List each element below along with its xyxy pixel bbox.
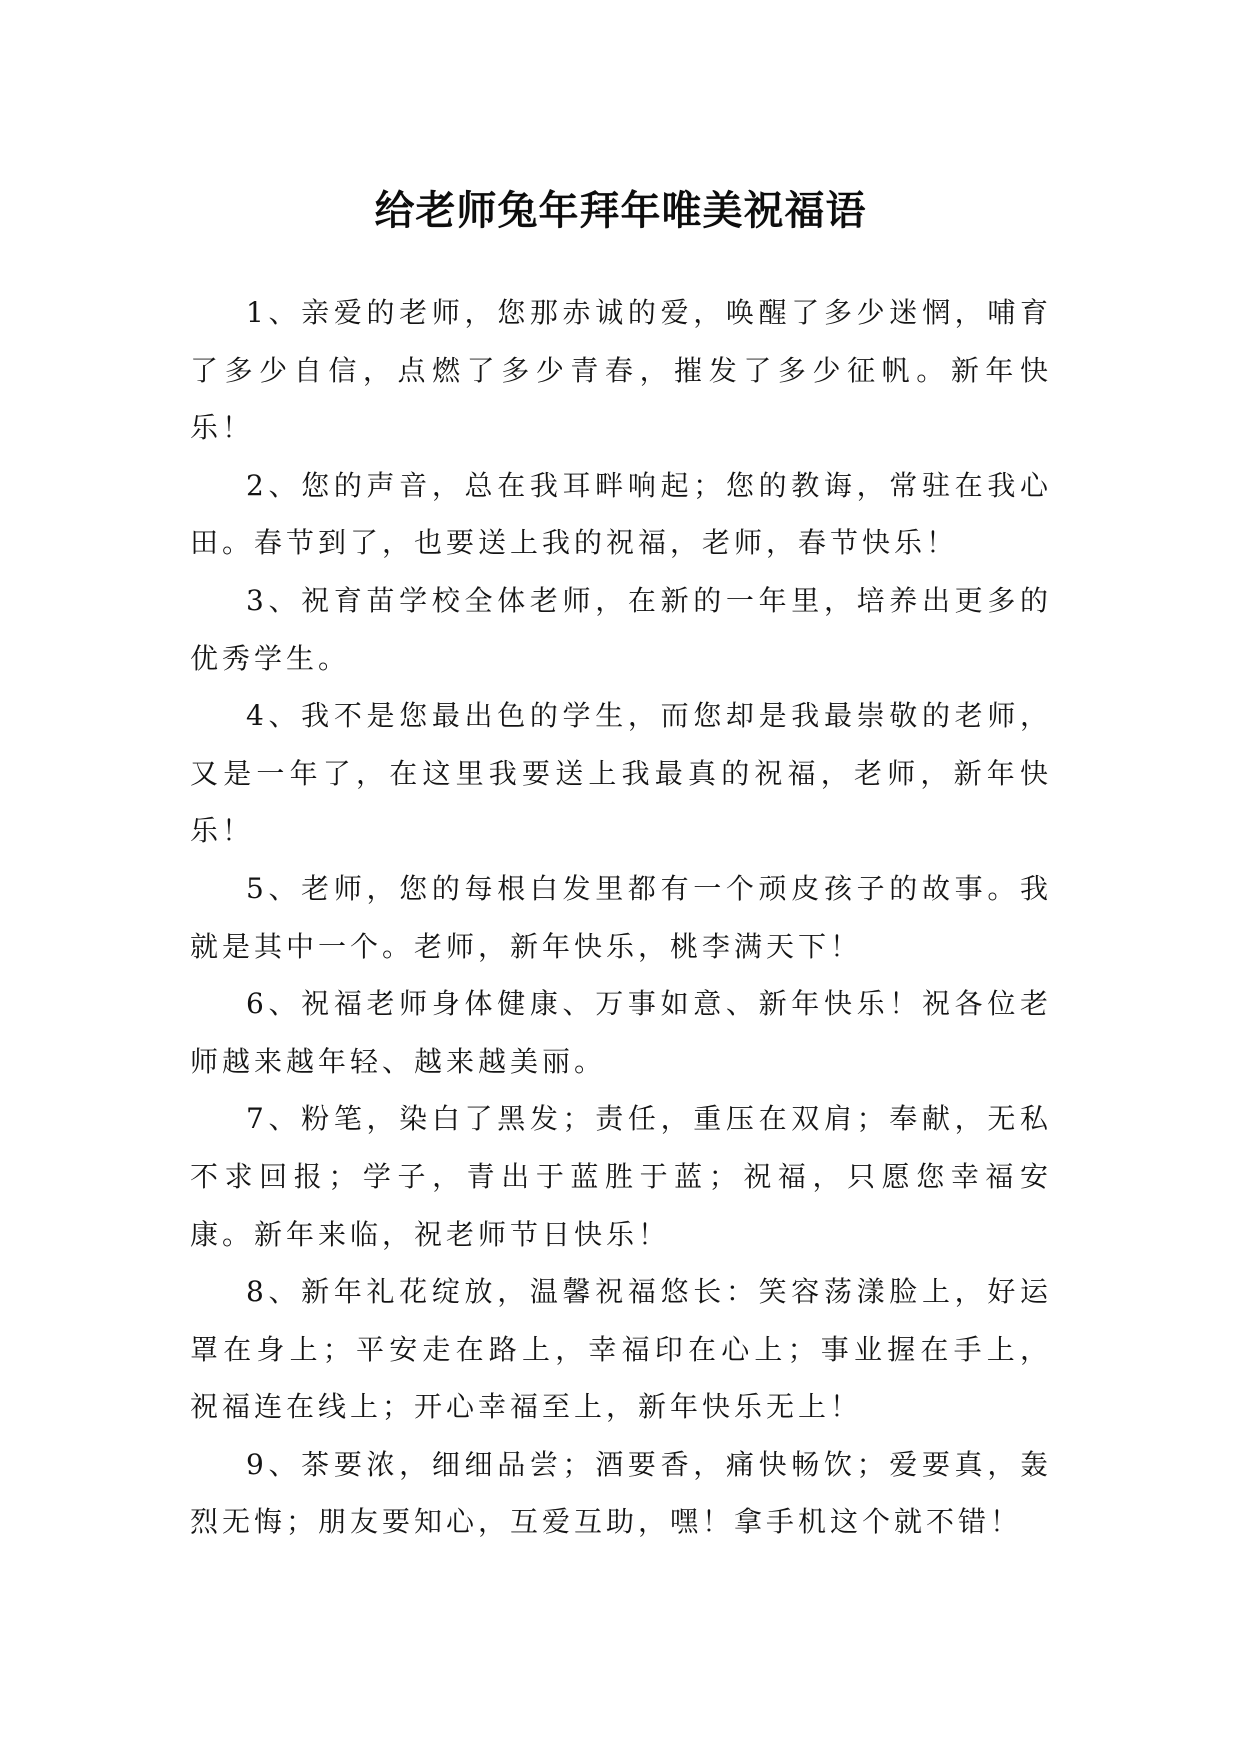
paragraph-7: 7、粉笔，染白了黑发；责任，重压在双肩；奉献，无私不求回报；学子，青出于蓝胜于蓝；祝福，只愿您幸福安康。新年来临，祝老师节日快乐！ bbox=[190, 1102, 1052, 1251]
document-body bbox=[190, 284, 1052, 1551]
document-title: 给老师兔年拜年唯美祝福语 bbox=[374, 187, 867, 234]
paragraph-2: 2、您的声音，总在我耳畔响起；您的教诲，常驻在我心田。春节到了，也要送上我的祝福，老师，春节快乐！ bbox=[190, 468, 1052, 560]
paragraph-3: 3、祝育苗学校全体老师，在新的一年里，培养出更多的优秀学生。 bbox=[190, 583, 1052, 675]
paragraph-9: 9、茶要浓，细细品尝；酒要香，痛快畅饮；爱要真，轰烈无悔；朋友要知心，互爱互助，嘿！拿手机这个就不错！ bbox=[190, 1447, 1052, 1539]
paragraph-8: 8、新年礼花绽放，温馨祝福悠长：笑容荡漾脸上，好运罩在身上；平安走在路上，幸福印在心上；事业握在手上，祝福连在线上；开心幸福至上，新年快乐无上！ bbox=[190, 1275, 1052, 1424]
paragraph-4: 4、我不是您最出色的学生，而您却是我最崇敬的老师，又是一年了，在这里我要送上我最真的祝福，老师，新年快乐！ bbox=[190, 699, 1052, 848]
paragraph-1: 1、亲爱的老师，您那赤诚的爱，唤醒了多少迷惘，哺育了多少自信，点燃了多少青春，摧发了多少征帆。新年快乐！ bbox=[190, 296, 1052, 445]
paragraph-6: 6、祝福老师身体健康、万事如意、新年快乐！祝各位老师越来越年轻、越来越美丽。 bbox=[190, 987, 1052, 1078]
paragraph-5: 5、老师，您的每根白发里都有一个顽皮孩子的故事。我就是其中一个。老师，新年快乐，桃李满天下！ bbox=[190, 871, 1052, 963]
